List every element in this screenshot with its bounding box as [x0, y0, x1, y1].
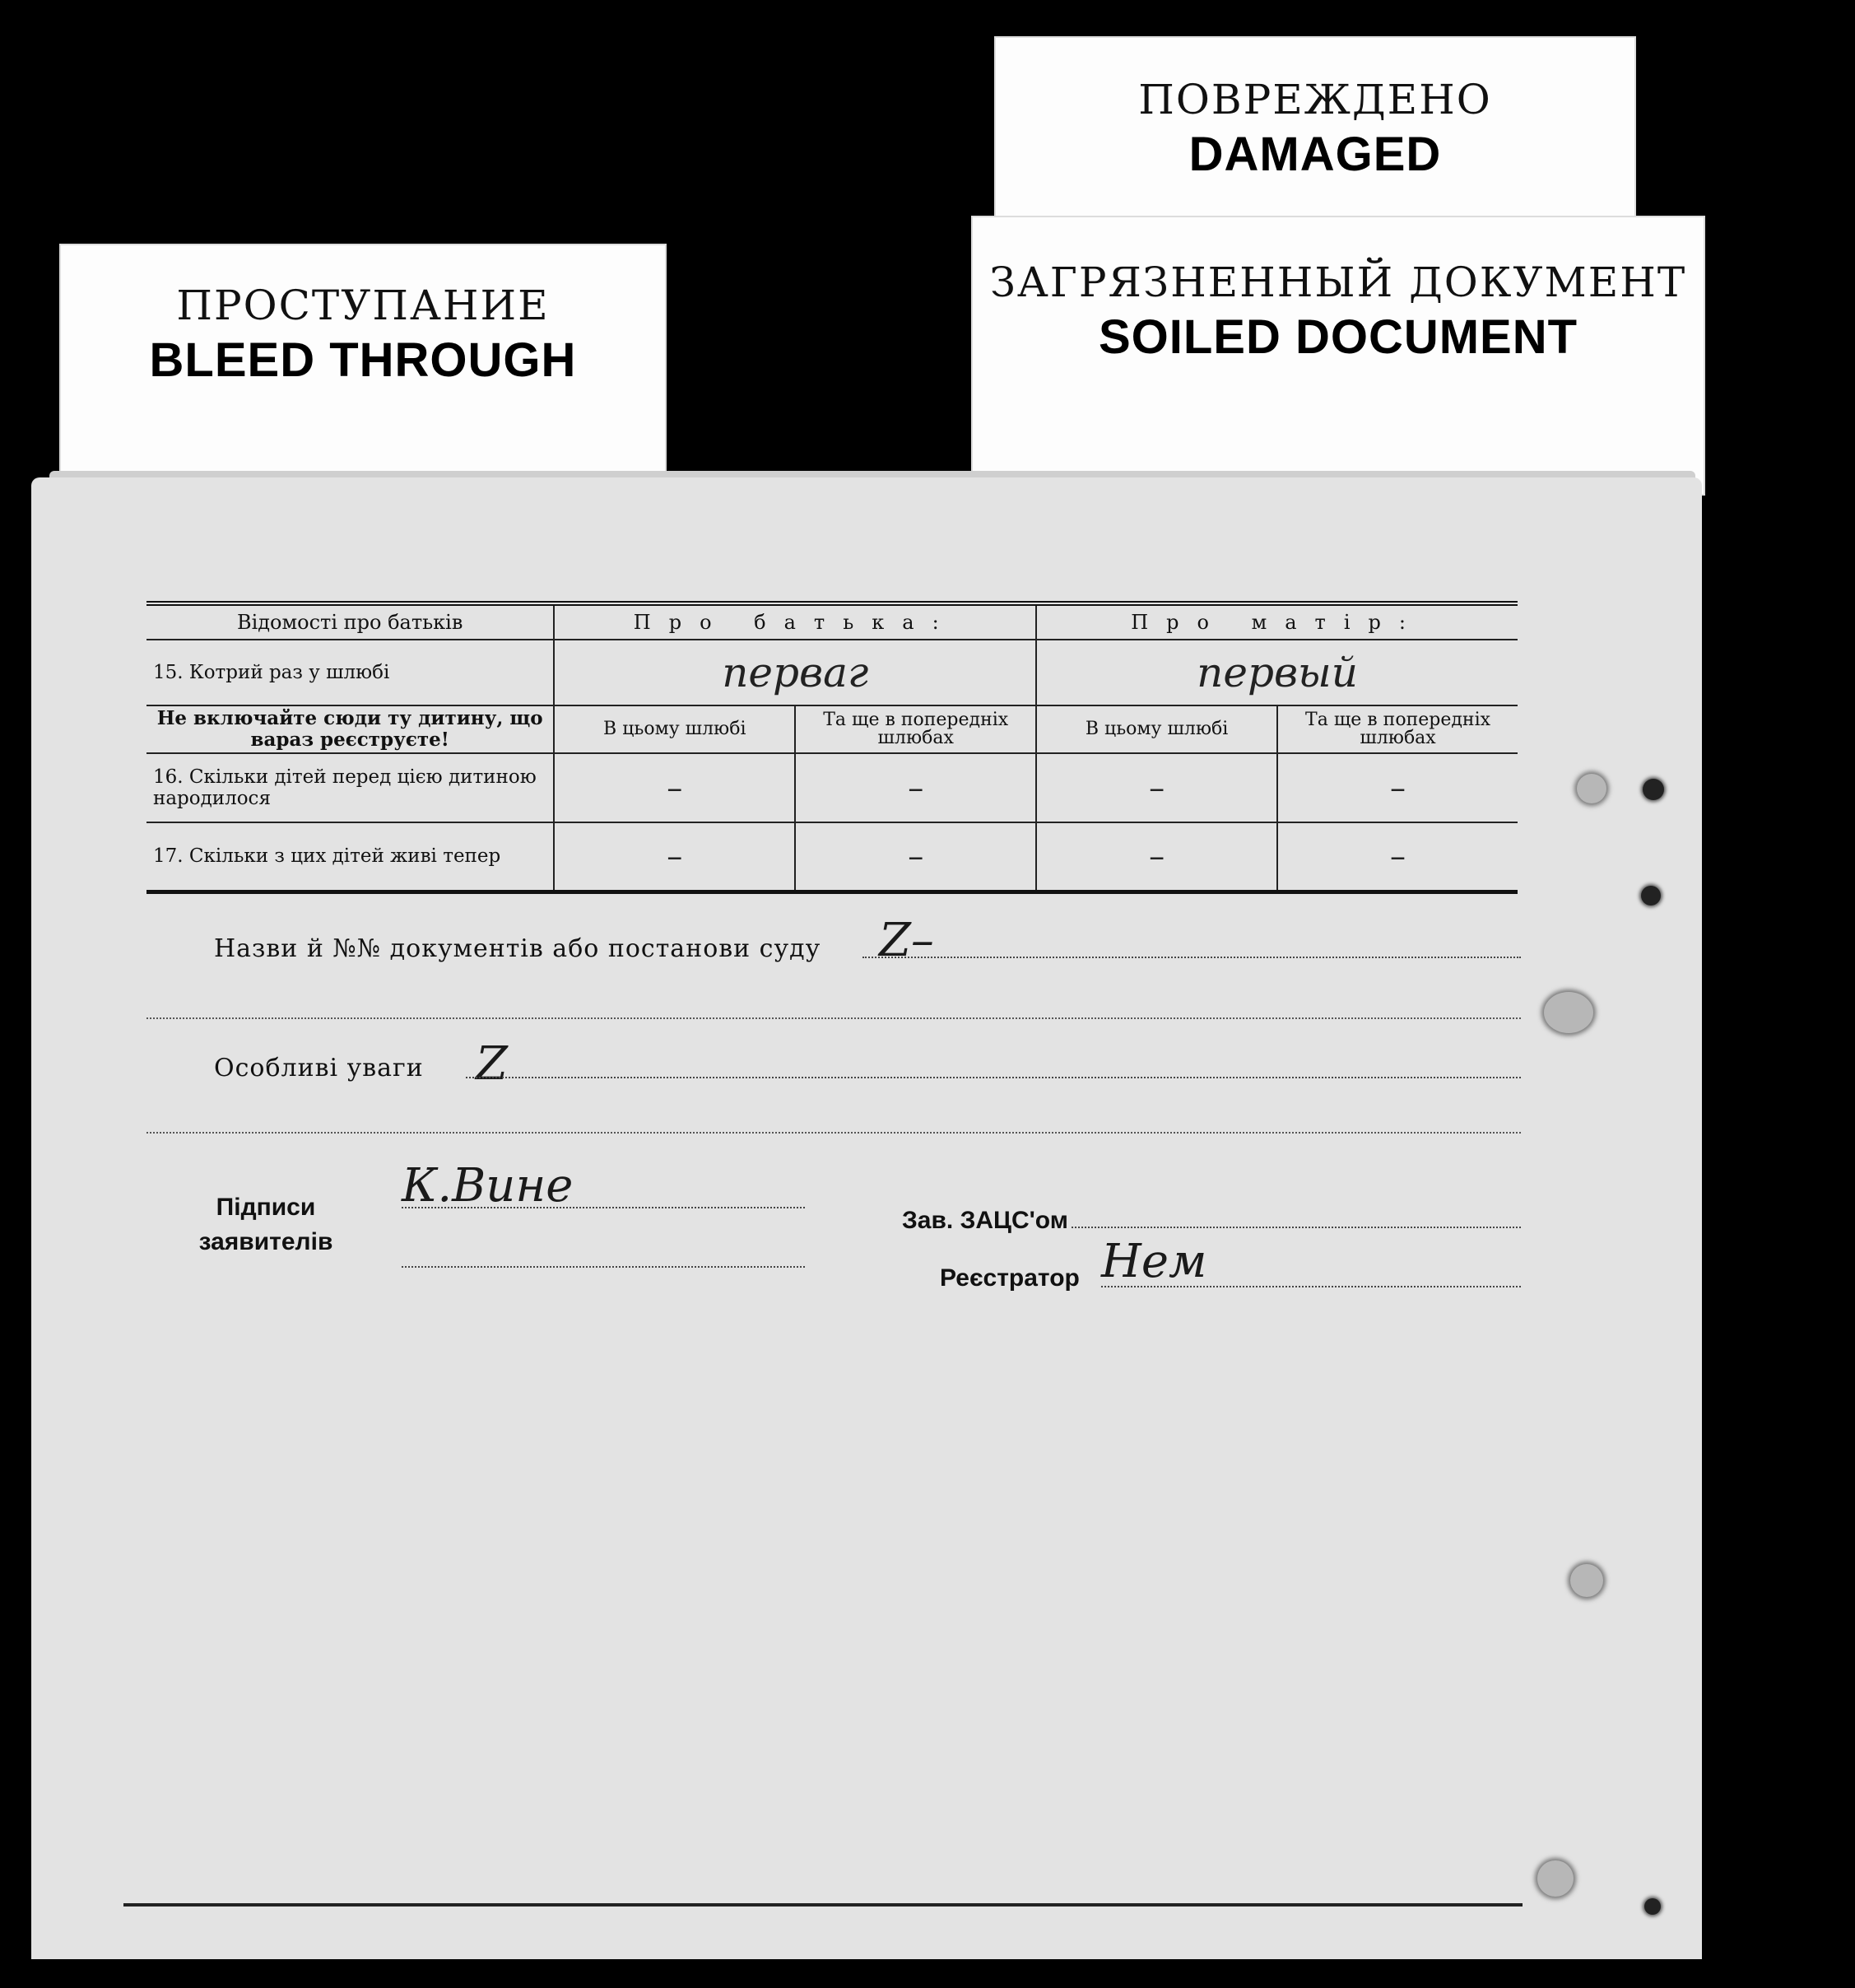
row16-mother-this: –	[1036, 753, 1277, 822]
notes-dotline	[466, 1077, 1521, 1078]
binder-hole	[1644, 1898, 1661, 1915]
bleed-through-label-en: BLEED THROUGH	[149, 333, 577, 387]
signature-line-2	[402, 1266, 805, 1268]
row17-father-prev: –	[795, 822, 1036, 892]
binder-hole	[1537, 1860, 1574, 1897]
row17-mother-this: –	[1036, 822, 1277, 892]
soiled-document-label	[971, 216, 1705, 496]
row15-mother-value: первый	[1036, 640, 1518, 705]
damaged-label	[994, 36, 1636, 226]
table-row	[146, 822, 1518, 892]
father-this-marriage-header: В цьому шлюбі	[554, 705, 795, 753]
applicant-signature: К.Вине	[402, 1159, 574, 1213]
exclude-note: Не включайте сюди ту дитину, що вараз реєструєте!	[146, 705, 554, 753]
signature-line-1	[402, 1207, 805, 1208]
row16-label: 16. Скільки дітей перед цією дитиною народилося	[146, 753, 554, 822]
row17-father-this: –	[554, 822, 795, 892]
binder-hole	[1643, 779, 1664, 800]
bleed-through-label	[59, 244, 667, 491]
bottom-rule	[123, 1903, 1523, 1907]
binder-hole	[1544, 992, 1593, 1033]
row17-mother-prev: –	[1277, 822, 1518, 892]
binder-hole	[1570, 1564, 1603, 1597]
col-header-mother: Про матір:	[1036, 603, 1518, 640]
notes-value: Z	[476, 1037, 508, 1091]
documents-label: Назви й №№ документів або постанови суду	[214, 934, 821, 963]
document-page	[31, 477, 1702, 1959]
binder-hole	[1577, 774, 1606, 803]
row16-father-this: –	[554, 753, 795, 822]
table-row	[146, 705, 1518, 753]
damaged-label-ru: ПОВРЕЖДЕНО	[1138, 76, 1492, 123]
registrar-signature: Нем	[1101, 1235, 1207, 1288]
parents-info-table	[146, 601, 1518, 894]
registrar-signature-line	[1101, 1286, 1521, 1287]
documents-second-line	[146, 1017, 1521, 1019]
row16-mother-prev: –	[1277, 753, 1518, 822]
table-row	[146, 640, 1518, 705]
row17-label: 17. Скільки з цих дітей живі тепер	[146, 822, 554, 892]
binder-hole	[1641, 886, 1661, 906]
father-prev-marriages-header: Та ще в попередніх шлюбах	[795, 705, 1036, 753]
table-row	[146, 753, 1518, 822]
documents-dotline	[862, 957, 1521, 958]
bleed-through-label-ru: ПРОСТУПАНИЕ	[176, 282, 550, 329]
row15-label: 15. Котрий раз у шлюбі	[146, 640, 554, 705]
head-label: Зав. ЗАЦС'ом	[902, 1207, 1068, 1234]
col-header-father: Про батька:	[554, 603, 1036, 640]
signatures-label: Підписи заявителів	[198, 1194, 333, 1255]
damaged-label-en: DAMAGED	[1188, 128, 1442, 181]
documents-value: Z–	[879, 914, 934, 967]
mother-this-marriage-header: В цьому шлюбі	[1036, 705, 1277, 753]
soiled-document-label-ru: ЗАГРЯЗНЕННЫЙ ДОКУМЕНТ	[989, 258, 1687, 306]
row15-father-value: перваг	[554, 640, 1036, 705]
notes-label: Особливі уваги	[214, 1054, 424, 1082]
head-signature-line	[1072, 1227, 1521, 1228]
mother-prev-marriages-header: Та ще в попередніх шлюбах	[1277, 705, 1518, 753]
soiled-document-label-en: SOILED DOCUMENT	[1098, 310, 1578, 364]
notes-second-line	[146, 1132, 1521, 1134]
table-header-row	[146, 603, 1518, 640]
col-header-parents: Відомості про батьків	[146, 603, 554, 640]
row16-father-prev: –	[795, 753, 1036, 822]
registrar-label: Реєстратор	[940, 1264, 1080, 1292]
